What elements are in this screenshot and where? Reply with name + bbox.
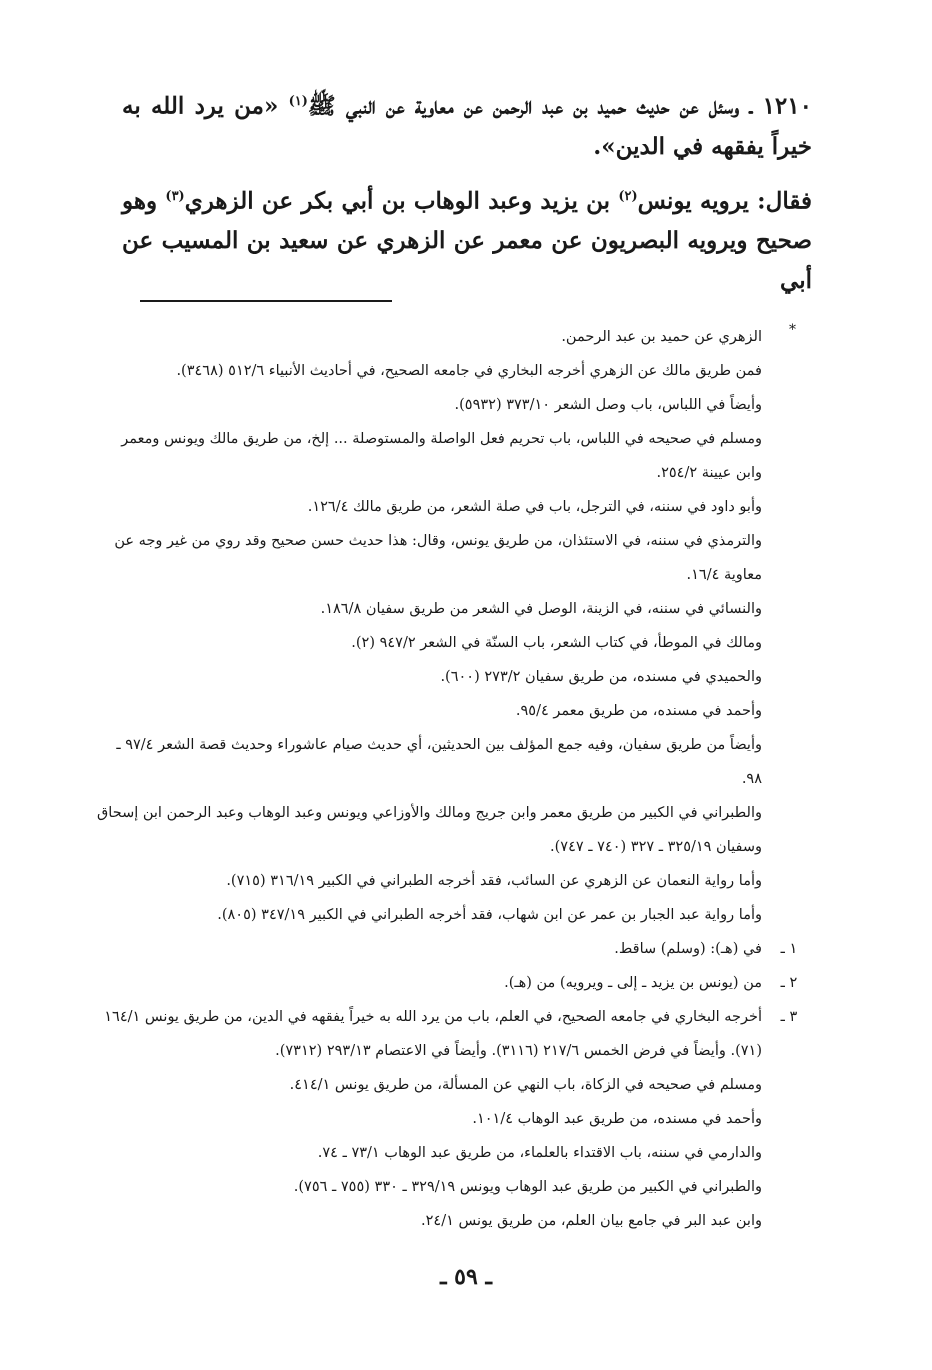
footnote-ref-2: (٢) xyxy=(618,188,638,204)
footnote-number: ١ ـ xyxy=(780,941,798,957)
note-line: والطبراني في الكبير من طريق عبد الوهاب ويونس ٣٢٩/١٩ ـ ٣٣٠ (٧٥٥ ـ ٧٥٦). xyxy=(293,1179,762,1195)
footnote-text: أخرجه البخاري في جامعه الصحيح، في العلم، باب من يرد الله به خيراً يفقهه في الدين، من طريق يونس ١٦٤/١ (٧١). وأيضاً في فرض الخمس ٢١٧/٦ (٣١١٦). وأيضاً في الاعتصام ٢٩٣/١٣ (٧٣١٢). xyxy=(104,1009,762,1059)
note-line: وأيضاً في اللباس، باب وصل الشعر ٣٧٣/١٠ (٥٩٣٢). xyxy=(454,397,762,413)
footnote-divider xyxy=(140,300,392,302)
note-line: وأيضاً من طريق سفيان، وفيه جمع المؤلف بين الحديثين، أي حديث صيام عاشوراء وحديث قصة الشعر ٩٧/٤ ـ ٩٨. xyxy=(116,737,762,787)
question-paragraph xyxy=(122,82,812,167)
note-line: وأحمد في مسنده، من طريق عبد الوهاب ١٠١/٤. xyxy=(472,1111,762,1127)
hadith-text: «من يرد الله به خيراً يفقهه في الدين». xyxy=(122,92,812,160)
note-line: وأبو داود في سننه، في الترجل، باب في صلة الشعر، من طريق مالك ١٢٦/٤. xyxy=(307,499,762,515)
note-line: وأحمد في مسنده، من طريق معمر ٩٥/٤. xyxy=(515,703,762,719)
note-marker: * xyxy=(789,322,796,338)
footnote-number: ٢ ـ xyxy=(780,975,798,991)
answer-text-a: فقال: يرويه يونس xyxy=(637,187,812,215)
footnote-1 xyxy=(92,932,798,966)
note-line: والطبراني في الكبير من طريق معمر وابن جريج ومالك والأوزاعي ويونس وعبد الوهاب وعبد الرحمن ابن إسحاق وسفيان ٣٢٥/١٩ ـ ٣٢٧ (٧٤٠ ـ ٧٤٧). xyxy=(97,805,762,855)
note-line: والدارمي في سننه، باب الاقتداء بالعلماء، من طريق عبد الوهاب ٧٣/١ ـ ٧٤. xyxy=(317,1145,762,1161)
note-line: والحميدي في مسنده، من طريق سفيان ٢٧٣/٢ (٦٠٠). xyxy=(440,669,762,685)
question-text: ـ وسئل عن حديث حميد بن عبد الرحمن عن معاوية عن النبي ﷺ xyxy=(307,92,753,120)
footnote-ref-3: (٣) xyxy=(165,188,185,204)
footnote-2 xyxy=(92,966,798,1000)
answer-text-c: وهو صحيح ويرويه البصريون عن معمر عن الزهري عن سعيد بن المسيب عن أبي xyxy=(122,187,812,295)
page-number: ـ ٥٩ ـ xyxy=(440,1264,492,1290)
footnotes xyxy=(92,320,798,1238)
note-line: وابن عبد البر في جامع بيان العلم، من طريق يونس ٢٤/١. xyxy=(421,1213,762,1229)
entry-number: ١٢١٠ xyxy=(762,92,812,120)
footnote-number: ٣ ـ xyxy=(780,1009,798,1025)
note-line: وأما رواية عبد الجبار بن عمر عن ابن شهاب، فقد أخرجه الطبراني في الكبير ٣٤٧/١٩ (٨٠٥). xyxy=(217,907,762,923)
footnote-ref-1: (١) xyxy=(288,94,308,109)
note-line: ومالك في الموطأ، في كتاب الشعر، باب السنّة في الشعر ٩٤٧/٢ (٢). xyxy=(351,635,762,651)
footnote-text: في (هـ): (وسلم) ساقط. xyxy=(614,941,762,957)
note-line: فمن طريق مالك عن الزهري أخرجه البخاري في جامعه الصحيح، في أحاديث الأنبياء ٥١٢/٦ (٣٤٦٨). xyxy=(176,363,762,379)
note-line: ومسلم في صحيحه في الزكاة، باب النهي عن المسألة، من طريق يونس ٤١٤/١. xyxy=(289,1077,762,1093)
note-line: والنسائي في سننه، في الزينة، الوصل في الشعر من طريق سفيان ١٨٦/٨. xyxy=(320,601,762,617)
main-text xyxy=(122,82,812,301)
footnote-text: من (يونس بن يزيد ـ إلى ـ ويرويه) من (هـ). xyxy=(504,975,762,991)
note-line: وأما رواية النعمان عن الزهري عن السائب، فقد أخرجه الطبراني في الكبير ٣١٦/١٩ (٧١٥). xyxy=(226,873,762,889)
footnote-3 xyxy=(92,1000,798,1068)
answer-text-b: بن يزيد وعبد الوهاب بن أبي بكر عن الزهري xyxy=(184,187,611,215)
note-line: الزهري عن حميد بن عبد الرحمن. xyxy=(561,329,762,345)
note-line: ومسلم في صحيحه في اللباس، باب تحريم فعل الواصلة والمستوصلة ... إلخ، من طريق مالك ويونس ومعمر وابن عيينة ٢٥٤/٢. xyxy=(121,431,762,481)
answer-paragraph xyxy=(122,177,812,302)
note-line: والترمذي في سننه، في الاستئذان، من طريق يونس، وقال: هذا حديث حسن صحيح وقد روي من غير وجه عن معاوية ١٦/٤. xyxy=(114,533,762,583)
